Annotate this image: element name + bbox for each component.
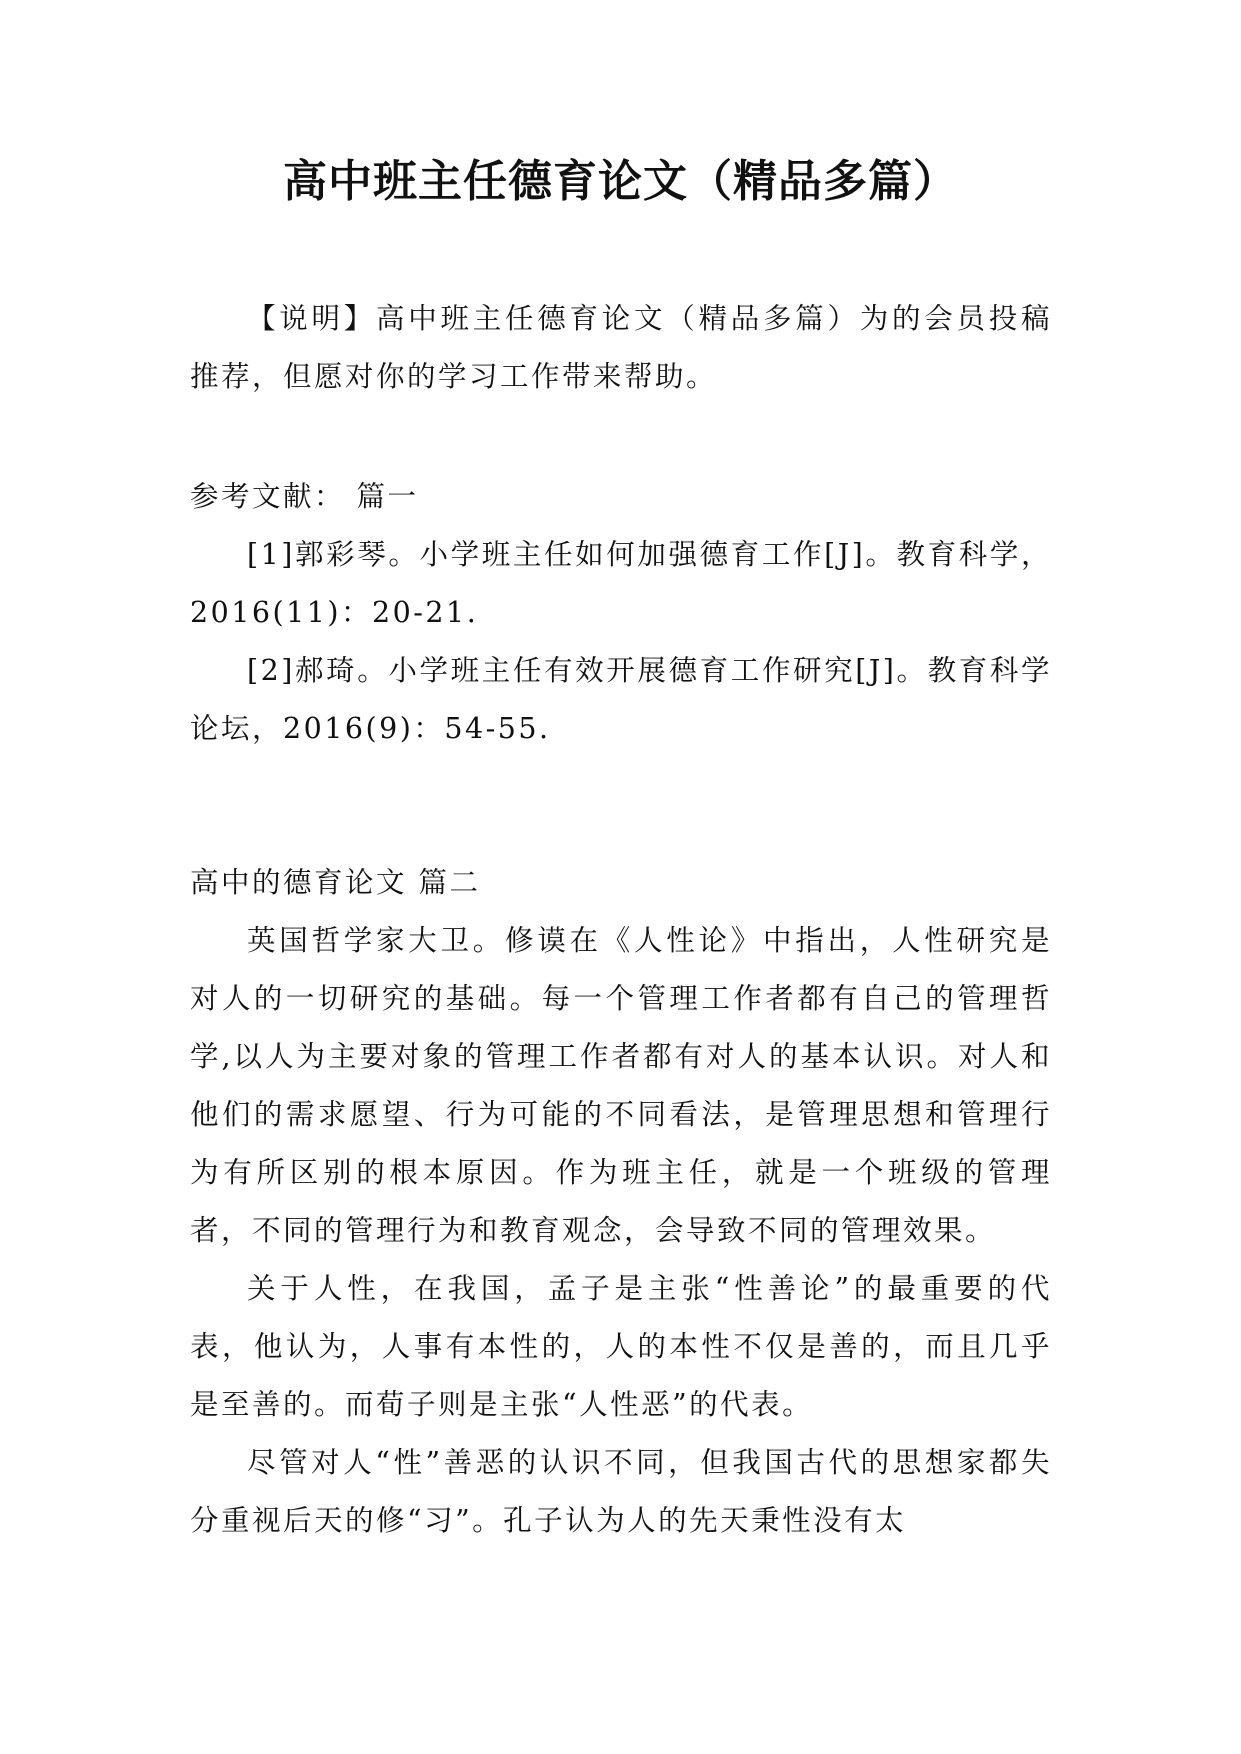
document-body [190, 290, 1052, 1550]
reference-item: [1]郭彩琴。小学班主任如何加强德育工作[J]。教育科学，2016(11)：20-21. [190, 538, 1052, 629]
intro-paragraph: 【说明】高中班主任德育论文（精品多篇）为的会员投稿推荐，但愿对你的学习工作带来帮助。 [190, 302, 1052, 393]
body-paragraph: 尽管对人“性”善恶的认识不同，但我国古代的思想家都失分重视后天的修“习”。孔子认为人的先天秉性没有太 [190, 1446, 1052, 1537]
document-title: 高中班主任德育论文（精品多篇） [283, 156, 958, 207]
reference-item: [2]郝琦。小学班主任有效开展德育工作研究[J]。教育科学论坛，2016(9)：54-55. [190, 654, 1052, 745]
section-heading-1: 参考文献： 篇一 [190, 480, 419, 513]
body-paragraph: 关于人性，在我国，孟子是主张“性善论”的最重要的代表，他认为，人事有本性的，人的本性不仅是善的，而且几乎是至善的。而荀子则是主张“人性恶”的代表。 [190, 1272, 1052, 1421]
body-paragraph: 英国哲学家大卫。修谟在《人性论》中指出，人性研究是对人的一切研究的基础。每一个管理工作者都有自己的管理哲学,以人为主要对象的管理工作者都有对人的基本认识。对人和他们的需求愿望、行为可能的不同看法，是管理思想和管理行为有所区别的根本原因。作为班主任，就是一个班级的管理者，不同的管理行为和教育观念，会导致不同的管理效果。 [190, 924, 1052, 1247]
section-heading-2: 高中的德育论文 篇二 [190, 866, 481, 899]
